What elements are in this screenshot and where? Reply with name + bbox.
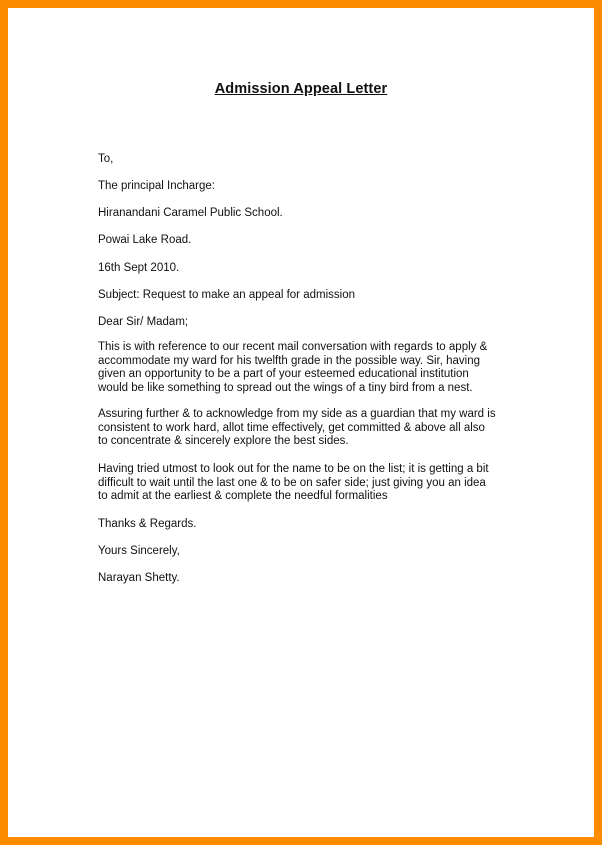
body-paragraph-1 [98,341,518,395]
paragraph-line: accommodate my ward for his twelfth grade in the possible way. Sir, having [98,354,481,367]
salutation: Dear Sir/ Madam; [98,316,189,328]
letter-title: Admission Appeal Letter [214,81,388,97]
body-paragraph-2 [98,408,518,449]
letter-subject: Subject: Request to make an appeal for admission [98,289,355,301]
signature-name: Narayan Shetty. [98,572,180,584]
paragraph-line: This is with reference to our recent mail conversation with regards to apply & [98,341,488,353]
paragraph-line: to admit at the earliest & complete the needful formalities [98,490,388,502]
closing-regards: Thanks & Regards. [98,518,197,530]
paragraph-line: to concentrate & sincerely explore the best sides. [98,435,349,447]
recipient-title: The principal Incharge: [98,180,215,192]
school-name: Hiranandani Caramel Public School. [98,207,283,219]
school-address: Powai Lake Road. [98,234,192,246]
paragraph-line: would be like something to spread out the wings of a tiny bird from a nest. [98,381,473,394]
body-paragraph-3 [98,463,518,504]
paragraph-line: difficult to wait until the last one & to be on safer side; just giving you an idea [98,476,486,489]
paragraph-line: consistent to work hard, allot time effectively, get committed & above all also [98,421,485,434]
letter-date: 16th Sept 2010. [98,262,180,274]
sign-off: Yours Sincerely, [98,545,180,557]
address-to: To, [98,153,114,165]
paragraph-line: given an opportunity to be a part of your esteemed educational institution [98,368,469,380]
paragraph-line: Having tried utmost to look out for the name to be on the list; it is getting a bit [98,463,489,475]
paragraph-line: Assuring further & to acknowledge from my side as a guardian that my ward is [98,408,496,420]
